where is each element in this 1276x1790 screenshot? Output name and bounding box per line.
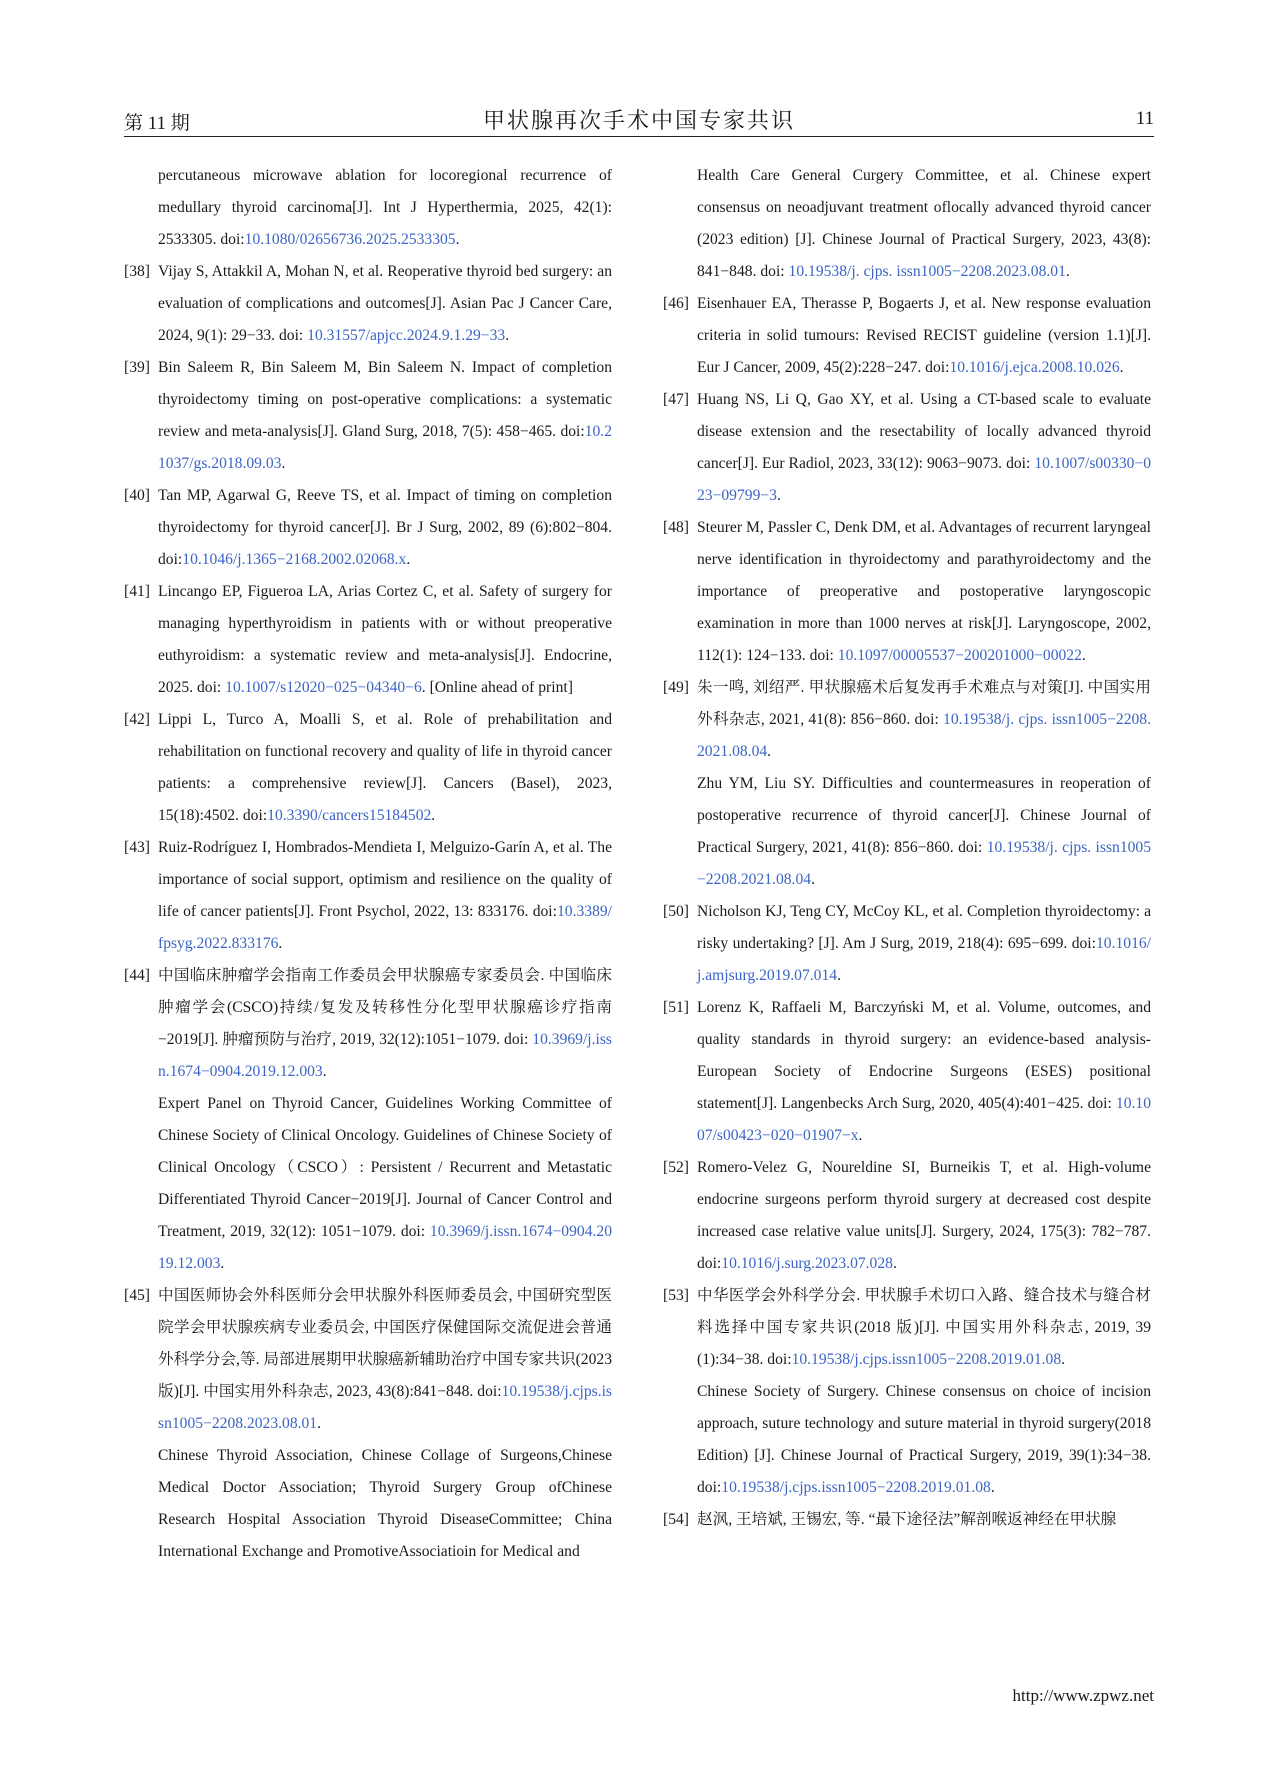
reference-number: [41] [124, 583, 150, 600]
doi-link[interactable]: 10.1046/j.1365−2168.2002.02068.x [182, 551, 407, 568]
reference-tail: . [776, 487, 781, 504]
reference-text: Health Care General Curgery Committee, et al. Chinese expert consensus on neoadjuvant treatment oflocally advanced thyroid cancer (2023 edition) [J]. Chinese Journal of Practical Surgery, 2023, 43(8): 841−848. doi: [697, 167, 1151, 280]
reference-tail: . [406, 551, 411, 568]
doi-link[interactable]: 10.3390/cancers15184502 [267, 807, 432, 824]
reference-entry [663, 160, 1151, 288]
reference-tail: . [505, 327, 510, 344]
doi-link[interactable]: 10.19538/j.cjps.issn1005−2208.2019.01.08 [791, 1351, 1062, 1368]
reference-text: Lorenz K, Raffaeli M, Barczyński M, et al. Volume, outcomes, and quality standards in thyroid surgery: an evidence-based analysis-European Society of Endocrine Surgeons (ESES) positional statement[J]. Langenbecks Arch Surg, 2020, 405(4):401−425. doi: [697, 999, 1151, 1112]
doi-link[interactable]: 10.31557/apjcc.2024.9.1.29−33 [307, 327, 506, 344]
reference-entry [124, 1088, 612, 1280]
reference-text: Huang NS, Li Q, Gao XY, et al. Using a CT-based scale to evaluate disease extension and the resectability of locally advanced thyroid cancer[J]. Eur Radiol, 2023, 33(12): 9063−9073. doi: [697, 391, 1151, 472]
doi-link[interactable]: 10.21037/gs.2018.09.03 [158, 423, 612, 472]
reference-entry [663, 1504, 1151, 1536]
reference-entry [124, 1440, 612, 1568]
reference-entry [124, 960, 612, 1088]
doi-link[interactable]: 10.3389/fpsyg.2022.833176 [158, 903, 612, 952]
doi-link[interactable]: 10.1080/02656736.2025.2533305 [244, 231, 456, 248]
reference-entry [124, 160, 612, 256]
reference-entry [663, 992, 1151, 1152]
reference-number: [53] [663, 1287, 689, 1304]
reference-entry [663, 384, 1151, 512]
doi-link[interactable]: 10.3969/j.issn.1674−0904.2019.12.003 [158, 1223, 612, 1272]
reference-entry [663, 672, 1151, 768]
doi-link[interactable]: 10.19538/j.cjps.issn1005−2208.2023.08.01 [158, 1383, 612, 1432]
reference-number: [39] [124, 359, 150, 376]
reference-text: 中华医学会外科学分会. 甲状腺手术切口入路、缝合技术与缝合材料选择中国专家共识(2018 版)[J]. 中国实用外科杂志, 2019, 39 (1):34−38. doi: [697, 1287, 1151, 1368]
reference-tail: . [858, 1127, 863, 1144]
reference-entry [663, 1376, 1151, 1504]
reference-tail: . [278, 935, 283, 952]
doi-link[interactable]: 10.3969/j.issn.1674−0904.2019.12.003 [158, 1031, 612, 1080]
reference-tail: . [317, 1415, 322, 1432]
reference-entry [124, 352, 612, 480]
reference-tail: . [455, 231, 460, 248]
reference-tail: . [1061, 1351, 1066, 1368]
reference-text: Expert Panel on Thyroid Cancer, Guidelines Working Committee of Chinese Society of Clinical Oncology. Guidelines of Chinese Society of Clinical Oncology（CSCO）: Persistent / Recurrent and Metastatic Differentiated Thyroid Cancer−2019[J]. Journal of Cancer Control and Treatment, 2019, 32(12): 1051−1079. doi: [158, 1095, 612, 1240]
reference-number: [49] [663, 679, 689, 696]
reference-tail: . [767, 743, 772, 760]
reference-text: 中国医师协会外科医师分会甲状腺外科医师委员会, 中国研究型医院学会甲状腺疾病专业委员会, 中国医疗保健国际交流促进会普通外科学分会,等. 局部进展期甲状腺癌新辅助治疗中国专家共识(2023 版)[J]. 中国实用外科杂志, 2023, 43(8):841−848. doi: [158, 1287, 612, 1400]
reference-text: Zhu YM, Liu SY. Difficulties and countermeasures in reoperation of postoperative recurrence of thyroid cancer[J]. Chinese Journal of Practical Surgery, 2021, 41(8): 856−860. doi: [697, 775, 1151, 856]
reference-text: Lippi L, Turco A, Moalli S, et al. Role of prehabilitation and rehabilitation on functional recovery and quality of life in thyroid cancer patients: a comprehensive review[J]. Cancers (Basel), 2023, 15(18):4502. doi: [158, 711, 612, 824]
doi-link[interactable]: 10.1016/j.surg.2023.07.028 [721, 1255, 893, 1272]
reference-tail: . [322, 1063, 327, 1080]
reference-entry [124, 704, 612, 832]
reference-tail: . [1081, 647, 1086, 664]
reference-text: Bin Saleem R, Bin Saleem M, Bin Saleem N. Impact of completion thyroidectomy timing on post-operative complications: a systematic review and meta-analysis[J]. Gland Surg, 2018, 7(5): 458−465. doi: [158, 359, 612, 440]
reference-tail: . [1065, 263, 1070, 280]
doi-link[interactable]: 10.19538/j. cjps. issn1005−2208.2021.08.04 [697, 839, 1152, 888]
doi-link[interactable]: 10.1016/j.ejca.2008.10.026 [949, 359, 1120, 376]
reference-tail: . [281, 455, 286, 472]
reference-text: Chinese Society of Surgery. Chinese consensus on choice of incision approach, suture technology and suture material in thyroid surgery(2018 Edition) [J]. Chinese Journal of Practical Surgery, 2019, 39(1):34−38. doi: [697, 1383, 1151, 1496]
reference-tail: . [811, 871, 815, 888]
reference-text: 中国临床肿瘤学会指南工作委员会甲状腺癌专家委员会. 中国临床肿瘤学会(CSCO)持续/复发及转移性分化型甲状腺癌诊疗指南−2019[J]. 肿瘤预防与治疗, 2019, 32(12):1051−1079. doi: [158, 967, 612, 1048]
reference-column-right [663, 160, 1151, 1536]
doi-link[interactable]: 10.19538/j. cjps. issn1005−2208.2023.08.01 [788, 263, 1066, 280]
issue-label: 第 11 期 [124, 113, 190, 134]
reference-number: [44] [124, 967, 150, 984]
reference-tail: . [892, 1255, 897, 1272]
reference-tail: . [431, 807, 436, 824]
reference-text: Steurer M, Passler C, Denk DM, et al. Advantages of recurrent laryngeal nerve identification in thyroidectomy and parathyroidectomy and the importance of preoperative and postoperative laryngoscopic examination in more than 1000 nerves at risk[J]. Laryngoscope, 2002, 112(1): 124−133. doi: [697, 519, 1151, 664]
doi-link[interactable]: 10.1007/s00330−023−09799−3 [697, 455, 1151, 504]
reference-entry [124, 480, 612, 576]
reference-number: [45] [124, 1287, 150, 1304]
reference-number: [40] [124, 487, 150, 504]
reference-tail: . [Online ahead of print] [421, 679, 573, 696]
reference-number: [50] [663, 903, 689, 920]
reference-entry [124, 832, 612, 960]
doi-link[interactable]: 10.1097/00005537−200201000−00022 [837, 647, 1082, 664]
reference-number: [42] [124, 711, 150, 728]
reference-text: Tan MP, Agarwal G, Reeve TS, et al. Impact of timing on completion thyroidectomy for thyroid cancer[J]. Br J Surg, 2002, 89 (6):802−804. doi: [158, 487, 612, 568]
reference-entry [663, 512, 1151, 672]
reference-tail: . [990, 1479, 995, 1496]
reference-tail: . [837, 967, 841, 984]
reference-entry [124, 256, 612, 352]
reference-entry [663, 896, 1151, 992]
doi-link[interactable]: 10.1016/j.amjsurg.2019.07.014 [697, 935, 1151, 984]
doi-link[interactable]: 10.1007/s00423−020−01907−x [697, 1095, 1151, 1144]
doi-link[interactable]: 10.19538/j. cjps. issn1005−2208.2021.08.04 [697, 711, 1151, 760]
reference-number: [47] [663, 391, 689, 408]
reference-text: Romero-Velez G, Noureldine SI, Burneikis T, et al. High-volume endocrine surgeons perform thyroid surgery at decreased cost despite increased case relative value units[J]. Surgery, 2024, 175(3): 782−787. doi: [697, 1159, 1151, 1272]
page-number: 11 [1135, 108, 1154, 129]
journal-running-title: 甲状腺再次手术中国专家共识 [482, 108, 795, 133]
doi-link[interactable]: 10.1007/s12020−025−04340−6 [225, 679, 422, 696]
reference-text: 朱一鸣, 刘绍严. 甲状腺癌术后复发再手术难点与对策[J]. 中国实用外科杂志, 2021, 41(8): 856−860. doi: [697, 679, 1151, 728]
footer-url[interactable]: http://www.zpwz.net [1012, 1686, 1154, 1705]
reference-text: 赵沨, 王培斌, 王锡宏, 等. “最下途径法”解剖喉返神经在甲状腺 [697, 1511, 1117, 1528]
reference-number: [43] [124, 839, 150, 856]
reference-tail: . [220, 1255, 225, 1272]
reference-text: Chinese Thyroid Association, Chinese Collage of Surgeons,Chinese Medical Doctor Association; Thyroid Surgery Group ofChinese Research Hospital Association Thyroid DiseaseCommittee; China International Exchange and PromotiveAssociatioin for Medical and [158, 1447, 612, 1560]
reference-entry [124, 1280, 612, 1440]
reference-entry [124, 576, 612, 704]
reference-column-left [124, 160, 612, 1568]
reference-entry [663, 1152, 1151, 1280]
reference-number: [51] [663, 999, 689, 1016]
reference-number: [38] [124, 263, 150, 280]
reference-text: Lincango EP, Figueroa LA, Arias Cortez C, et al. Safety of surgery for managing hyperthyroidism in patients with or without preoperative euthyroidism: a systematic review and meta-analysis[J]. Endocrine, 2025. doi: [158, 583, 612, 696]
reference-entry [663, 1280, 1151, 1376]
reference-entry [663, 288, 1151, 384]
running-header [124, 108, 1154, 137]
reference-entry [663, 768, 1151, 896]
reference-text: Vijay S, Attakkil A, Mohan N, et al. Reoperative thyroid bed surgery: an evaluation of complications and outcomes[J]. Asian Pac J Cancer Care, 2024, 9(1): 29−33. doi: [158, 263, 612, 344]
reference-number: [48] [663, 519, 689, 536]
reference-text: Eisenhauer EA, Therasse P, Bogaerts J, et al. New response evaluation criteria in solid tumours: Revised RECIST guideline (version 1.1)[J]. Eur J Cancer, 2009, 45(2):228−247. doi: [697, 295, 1151, 376]
reference-number: [46] [663, 295, 689, 312]
reference-tail: . [1119, 359, 1124, 376]
reference-text: Nicholson KJ, Teng CY, McCoy KL, et al. Completion thyroidectomy: a risky undertaking? [J]. Am J Surg, 2019, 218(4): 695−699. doi: [697, 903, 1151, 952]
reference-number: [52] [663, 1159, 689, 1176]
reference-number: [54] [663, 1511, 689, 1528]
doi-link[interactable]: 10.19538/j.cjps.issn1005−2208.2019.01.08 [721, 1479, 991, 1496]
reference-text: Ruiz-Rodríguez I, Hombrados-Mendieta I, Melguizo-Garín A, et al. The importance of social support, optimism and resilience on the quality of life of cancer patients[J]. Front Psychol, 2022, 13: 833176. doi: [158, 839, 612, 920]
reference-text: percutaneous microwave ablation for locoregional recurrence of medullary thyroid carcinoma[J]. Int J Hyperthermia, 2025, 42(1): 2533305. doi: [158, 167, 612, 248]
